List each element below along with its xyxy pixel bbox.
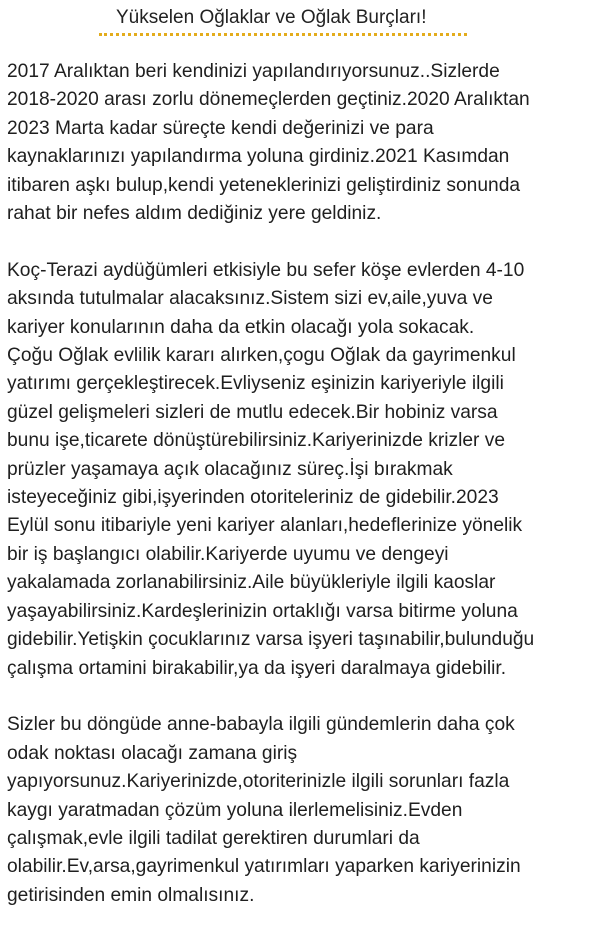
text-line: getirisinden emin olmalısınız.	[7, 884, 255, 906]
text-line: çalışma ortamini birakabilir,ya da işyeri daralmaya gidebilir.	[7, 657, 507, 679]
text-line: yakalamada zorlanabilirsiniz.Aile büyükleriyle ilgili kaoslar	[7, 572, 496, 594]
text-line: Eylül sonu itibariyle yeni kariyer alanları,hedeflerinize yönelik	[7, 515, 523, 537]
text-line: isteyeceğiniz gibi,işyerinden otoriteleriniz de gidebilir.2023	[7, 487, 499, 509]
article-body	[7, 58, 599, 910]
paragraph-2	[7, 257, 599, 683]
text-line: rahat bir nefes aldım dediğiniz yere geldiniz.	[7, 203, 382, 225]
text-line: bir iş başlangıcı olabilir.Kariyerde uyumu ve dengeyi	[7, 543, 449, 565]
text-line: Koç-Terazi aydüğümleri etkisiyle bu sefer köşe evlerden 4-10	[7, 259, 525, 281]
text-line: 2017 Aralıktan beri kendinizi yapılandırıyorsunuz..Sizlerde	[7, 61, 500, 82]
text-line: itibaren aşkı bulup,kendi yeteneklerinizi geliştirdiniz sonunda	[7, 174, 521, 196]
text-line: prüzler yaşamaya açık olacağınız süreç.İşi bırakmak	[7, 458, 453, 480]
text-line: 2023 Marta kadar süreçte kendi değerinizi ve para	[7, 117, 434, 139]
header	[0, 0, 605, 44]
text-line: olabilir.Ev,arsa,gayrimenkul yatırımları yaparken kariyerinizin	[7, 856, 521, 878]
text-line: Sizler bu döngüde anne-babayla ilgili gündemlerin daha çok	[7, 714, 515, 736]
text-line: çalışmak,evle ilgili tadilat gerektiren durumlari da	[7, 827, 420, 849]
text-line: aksında tutulmalar alacaksınız.Sistem sizi ev,aile,yuva ve	[7, 288, 493, 310]
text-line: yatırımı gerçekleştirecek.Evliyseniz eşinizin kariyeriyle ilgili	[7, 373, 504, 395]
text-line: güzel gelişmeleri sizleri de mutlu edecek.Bir hobiniz varsa	[7, 401, 498, 423]
text-line: kaygı yaratmadan çözüm yoluna ilerlemelisiniz.Evden	[7, 799, 463, 821]
text-line: yaşayabilirsiniz.Kardeşlerinizin ortaklığı varsa bitirme yoluna	[7, 600, 518, 622]
text-line: bunu işe,ticarete dönüştürebilirsiniz.Kariyerinizde krizler ve	[7, 430, 506, 452]
text-line: odak noktası olacağı zamana giriş	[7, 742, 298, 764]
page-title: Yükselen Oğlaklar ve Oğlak Burçları!	[116, 7, 427, 28]
text-line: Çoğu Oğlak evlilik kararı alırken,çogu Oğlak da gayrimenkul	[7, 345, 516, 367]
text-line: kaynaklarınızı yapılandırma yoluna girdiniz.2021 Kasımdan	[7, 146, 510, 168]
title-dotted-underline	[99, 33, 467, 36]
text-line: kariyer konularının daha da etkin olacağı yola sokacak.	[7, 316, 475, 338]
text-line: yapıyorsunuz.Kariyerinizde,otoriterinizle ilgili sorunları fazla	[7, 771, 510, 793]
paragraph-3	[7, 711, 599, 910]
text-line: gidebilir.Yetişkin çocuklarınız varsa işyeri taşınabilir,bulunduğu	[7, 629, 535, 651]
text-line: 2018-2020 arası zorlu dönemeçlerden geçtiniz.2020 Aralıktan	[7, 89, 530, 111]
paragraph-1	[7, 58, 599, 228]
